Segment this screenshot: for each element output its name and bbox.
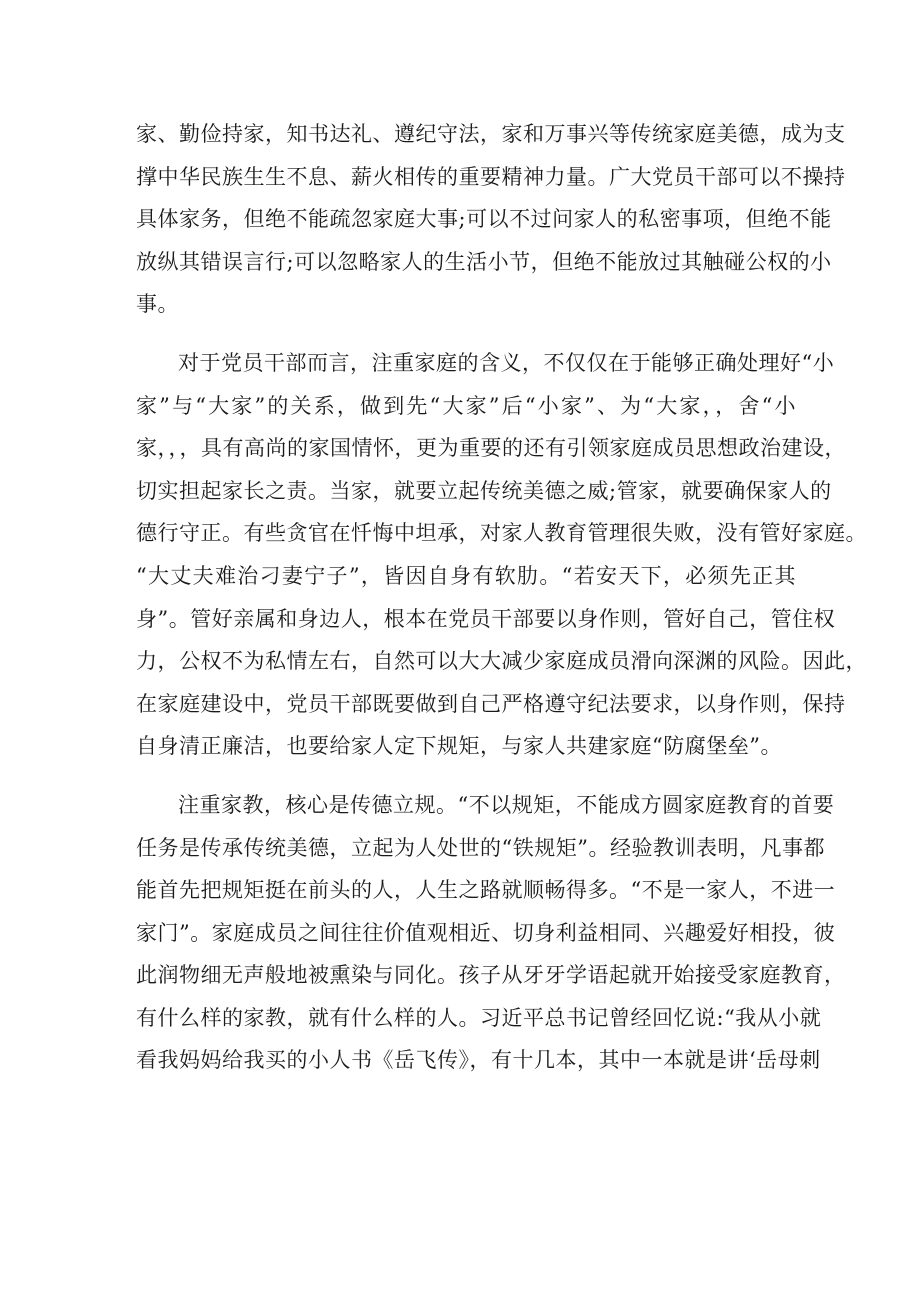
text-line: 德行守正。有些贪官在忏悔中坦承，对家人教育管理很失败，没有管好家庭。 bbox=[136, 521, 867, 546]
paragraph-3 bbox=[136, 784, 846, 1082]
paragraph-1 bbox=[136, 113, 846, 326]
text-line: 自身清正廉洁，也要给家人定下规矩，与家人共建家庭“防腐堡垒”。 bbox=[136, 734, 782, 759]
document-body bbox=[136, 113, 867, 1098]
text-line: 身”。管好亲属和身边人，根本在党员干部要以身作则，管好自己，管住权 bbox=[136, 606, 836, 631]
paragraph-2 bbox=[136, 342, 867, 768]
text-line: 力，公权不为私情左右，自然可以大大减少家庭成员滑向深渊的风险。因此， bbox=[136, 649, 867, 674]
text-line: 事。 bbox=[136, 292, 179, 317]
text-line: 任务是传承传统美德，立起为人处世的“铁规矩”。经验教训表明，凡事都 bbox=[136, 835, 825, 860]
text-line: 对于党员干部而言，注重家庭的含义，不仅仅在于能够正确处理好“小 bbox=[178, 350, 835, 375]
text-line: 注重家教，核心是传德立规。“不以规矩，不能成方圆家庭教育的首要 bbox=[178, 792, 835, 817]
text-line: 家、勤俭持家，知书达礼、遵纪守法，家和万事兴等传统家庭美德，成为支 bbox=[136, 122, 846, 146]
text-line: 撑中华民族生生不息、薪火相传的重要精神力量。广大党员干部可以不操持 bbox=[136, 164, 846, 189]
text-line: 具体家务，但绝不能疏忽家庭大事;可以不过问家人的私密事项，但绝不能 bbox=[136, 207, 832, 232]
text-line: “大丈夫难治刁妻宁子”，皆因自身有软肋。“若安天下，必须先正其 bbox=[136, 563, 796, 588]
text-line: 家”与“大家”的关系，做到先“大家”后“小家”、为“大家，，舍“小 bbox=[136, 393, 796, 418]
text-line: 放纵其错误言行;可以忽略家人的生活小节，但绝不能放过其触碰公权的小 bbox=[136, 249, 832, 274]
text-line: 看我妈妈给我买的小人书《岳飞传》，有十几本，其中一本就是讲‘岳母刺 bbox=[136, 1048, 821, 1073]
text-line: 家，，，具有高尚的家国情怀，更为重要的还有引领家庭成员思想政治建设， bbox=[136, 436, 846, 461]
text-line: 此润物细无声般地被熏染与同化。孩子从牙牙学语起就开始接受家庭教育， bbox=[136, 963, 846, 988]
text-line: 有什么样的家教，就有什么样的人。习近平总书记曾经回忆说:“我从小就 bbox=[136, 1005, 822, 1030]
text-line: 家门”。家庭成员之间往往价值观相近、切身利益相同、兴趣爱好相投，彼 bbox=[136, 920, 836, 945]
text-line: 在家庭建设中，党员干部既要做到自己严格遵守纪法要求，以身作则，保持 bbox=[136, 691, 846, 716]
text-line: 能首先把规矩挺在前头的人，人生之路就顺畅得多。“不是一家人，不进一 bbox=[136, 878, 836, 903]
text-line: 切实担起家长之责。当家，就要立起传统美德之威;管家，就要确保家人的 bbox=[136, 478, 832, 503]
